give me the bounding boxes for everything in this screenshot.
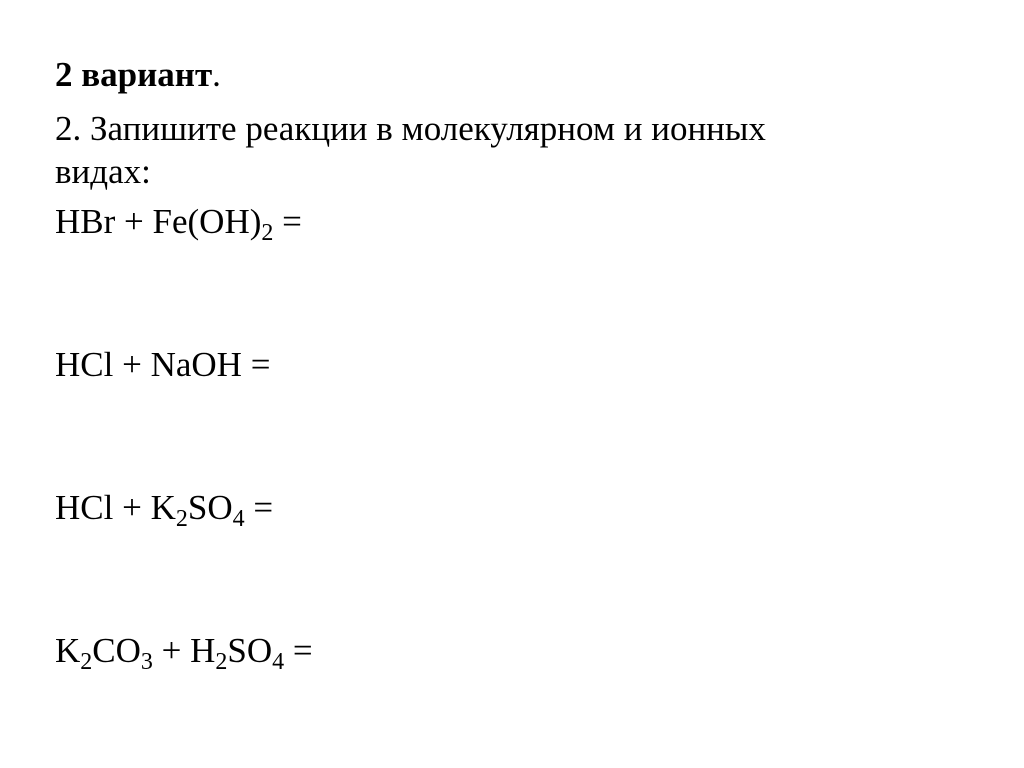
- equation-text: + H: [152, 631, 216, 670]
- task-instruction-line-2: видах:: [55, 152, 151, 191]
- equation-text: HCl + NaOH =: [55, 345, 271, 384]
- equation-text: HCl + K: [55, 488, 176, 527]
- variant-label: 2 вариант: [55, 55, 213, 94]
- subscript: 2: [261, 220, 274, 246]
- equation-text: K: [55, 631, 81, 670]
- equation-hcl-naoh: [55, 343, 270, 387]
- equation-text: SO: [227, 631, 273, 670]
- subscript: 2: [215, 649, 228, 675]
- equation-text: =: [273, 202, 302, 241]
- equation-text: SO: [187, 488, 233, 527]
- equation-k2co3-h2so4: [55, 629, 313, 673]
- equation-text: HBr + Fe(OH): [55, 202, 262, 241]
- task-instruction-line-1: 2. Запишите реакции в молекулярном и ионных: [55, 109, 766, 148]
- subscript: 4: [232, 506, 245, 532]
- equation-text: CO: [92, 631, 141, 670]
- subscript: 4: [272, 649, 285, 675]
- equation-text: =: [244, 488, 274, 527]
- subscript: 2: [175, 506, 188, 532]
- equation-hbr-feoh2: [55, 200, 302, 244]
- subscript: 3: [140, 649, 153, 675]
- subscript: 2: [80, 649, 93, 675]
- equation-hcl-k2so4: [55, 486, 273, 530]
- heading-period: .: [212, 55, 221, 94]
- variant-heading: [55, 53, 221, 97]
- equation-text: =: [284, 631, 313, 670]
